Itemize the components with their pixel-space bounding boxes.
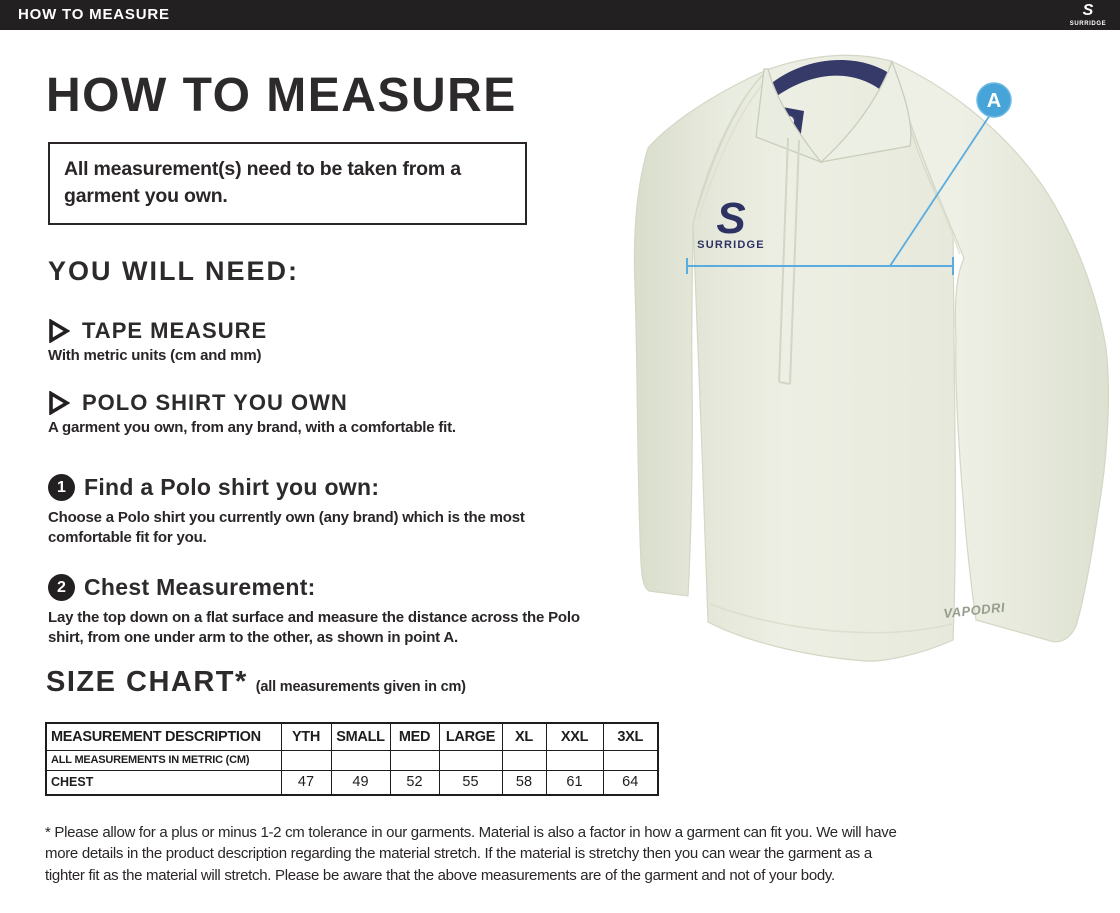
table-row [46,750,658,770]
column-header: MEASUREMENT DESCRIPTION [46,723,281,750]
step-title: Find a Polo shirt you own: [84,474,380,500]
table-row [46,770,658,795]
step-desc: Lay the top down on a flat surface and measure the distance across the Polo shirt, from one under arm to the other, as shown in point A. [48,609,580,647]
notice-box [48,142,527,225]
size-chart-heading [46,666,466,699]
fabric-label: VAPODRI [942,599,1006,621]
need-item-title: POLO SHIRT YOU OWN [82,390,348,415]
column-header: YTH [281,723,331,750]
column-header: LARGE [439,723,502,750]
table-cell [281,750,331,770]
chest-logo-text: SURRIDGE [697,239,765,251]
row-label: ALL MEASUREMENTS IN METRIC (CM) [46,750,281,770]
column-header: MED [390,723,439,750]
table-cell: 58 [502,770,546,795]
you-will-need-heading: YOU WILL NEED: [48,256,300,286]
point-a-marker [977,83,1011,117]
row-label: CHEST [46,770,281,795]
surridge-logo-icon [1060,0,1116,30]
need-item-polo-shirt [48,390,456,436]
table-cell: 64 [603,770,658,795]
size-chart-title: SIZE CHART* [46,666,248,698]
step-number-badge: 1 [48,474,75,501]
need-item-tape-measure [48,318,267,364]
size-chart-table [45,722,659,796]
need-item-desc: With metric units (cm and mm) [48,347,262,364]
point-a-label: A [986,90,1002,112]
table-cell: 49 [331,770,390,795]
need-item-desc: A garment you own, from any brand, with a comfortable fit. [48,419,456,436]
step-title: Chest Measurement: [84,574,316,600]
table-cell [390,750,439,770]
table-cell [439,750,502,770]
table-cell [331,750,390,770]
table-header-row [46,723,658,750]
shirt-body [693,55,955,661]
column-header: XXL [546,723,603,750]
table-cell: 61 [546,770,603,795]
column-header: SMALL [331,723,390,750]
play-triangle-icon [48,319,70,343]
need-item-title: TAPE MEASURE [82,318,268,343]
table-cell [502,750,546,770]
chest-logo-initial: S [716,194,746,243]
footnote-line: tighter fit as the material will stretch. Please be aware that the above measurements are of the garment and not of your body. [45,866,835,884]
surridge-logo-initial: S [1082,2,1094,19]
size-chart-subtitle: (all measurements given in cm) [255,679,466,695]
header-title: HOW TO MEASURE [18,6,170,23]
footnote [45,822,897,886]
notice-text: All measurement(s) need to be taken from a garment you own. [64,158,461,208]
polo-shirt-image [618,38,1120,718]
table-cell: 55 [439,770,502,795]
header-bar [0,0,1120,30]
column-header: XL [502,723,546,750]
table-cell [546,750,603,770]
column-header: 3XL [603,723,658,750]
table-cell [603,750,658,770]
step-number-badge: 2 [48,574,75,601]
step-desc: Choose a Polo shirt you currently own (any brand) which is the most comfortable fit for you. [48,509,525,547]
footnote-line: * Please allow for a plus or minus 1-2 cm tolerance in our garments. Material is also a factor in how a garment can fit you. We will have [45,824,897,841]
step-2 [48,574,593,649]
footnote-line: more details in the product description regarding the material stretch. If the material is stretchy then you can wear the garment as a [45,845,872,863]
table-cell: 52 [390,770,439,795]
step-1 [48,474,608,549]
surridge-logo-text: SURRIDGE [1069,21,1107,27]
table-cell: 47 [281,770,331,795]
page-title: HOW TO MEASURE [46,69,517,122]
play-triangle-icon [48,391,70,415]
